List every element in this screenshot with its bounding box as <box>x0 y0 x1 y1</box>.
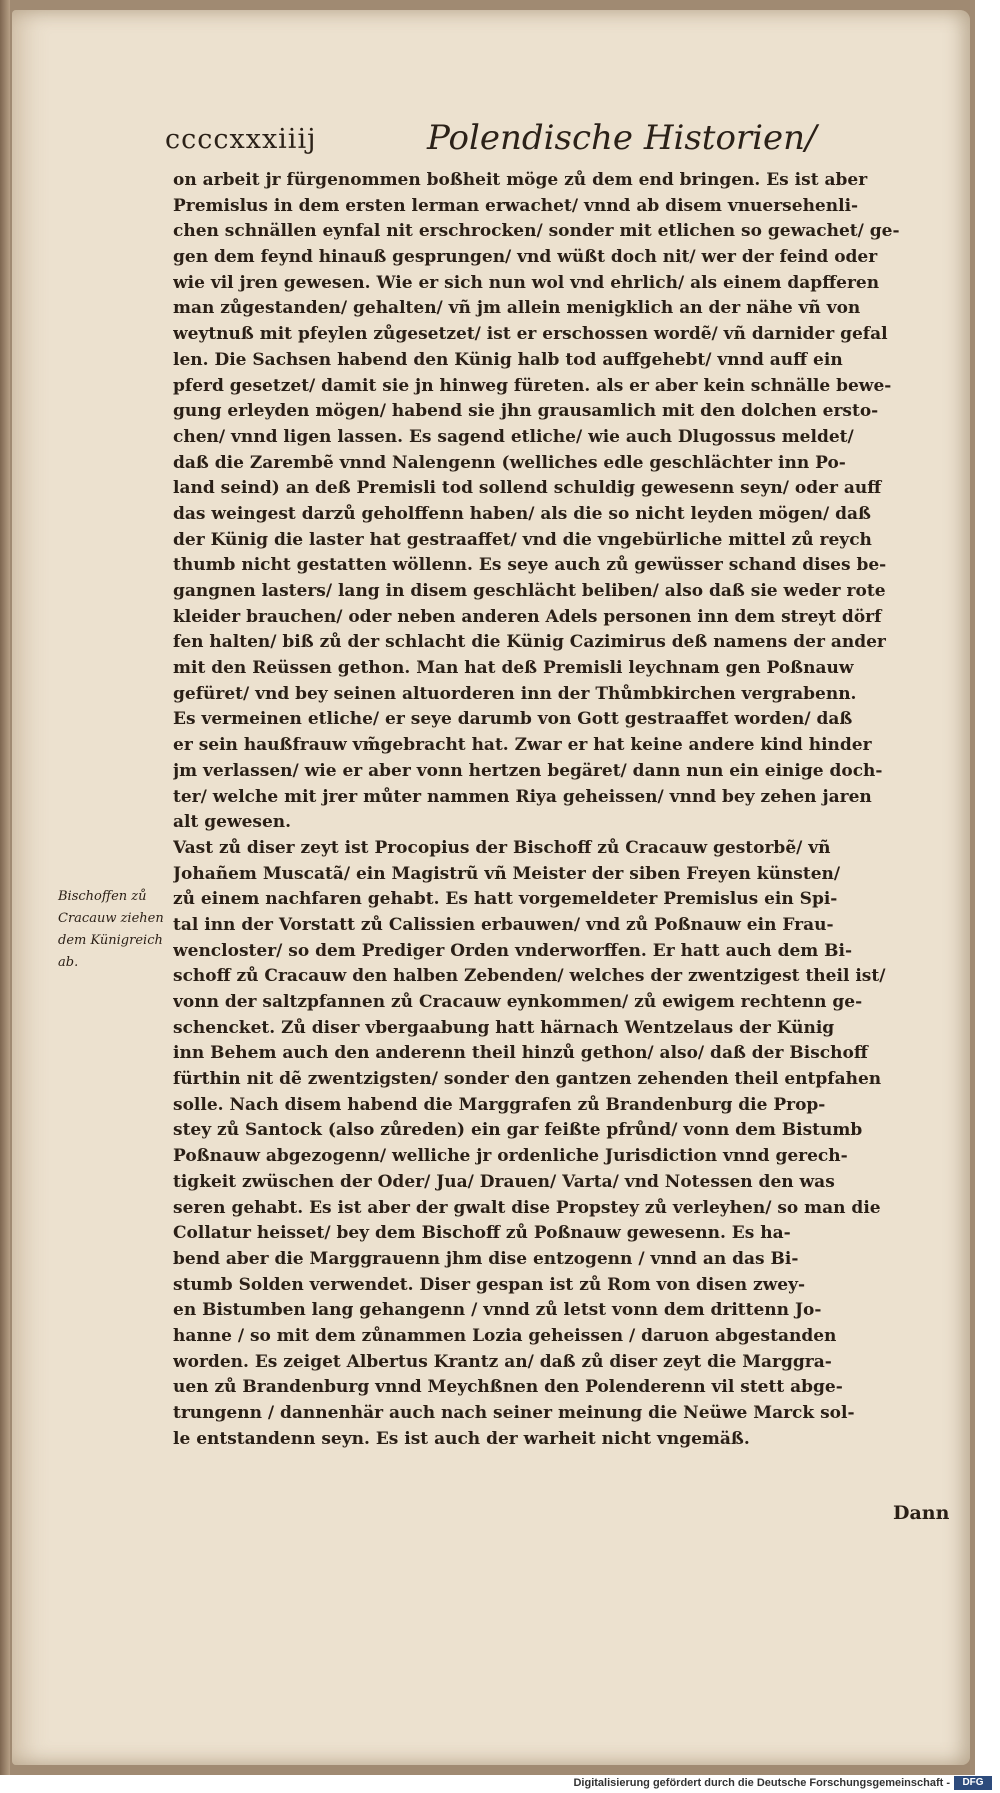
text-line: on arbeit jr fürgenommen boßheit möge zů dem end bringen. Es ist aber <box>173 170 868 190</box>
text-line: fürthin nit dẽ zwentzigsten/ sonder den gantzen zehenden theil entpfahen <box>173 1069 882 1090</box>
running-title: Polendische Historien/ <box>427 118 817 158</box>
margin-note-line: dem Künigreich <box>58 933 163 948</box>
text-line: wencloster/ so dem Prediger Orden vnderworffen. Er hatt auch dem Bi- <box>173 940 853 961</box>
text-line: wie vil jren gewesen. Wie er sich nun wol vnd ehrlich/ als einem dapfferen <box>173 272 880 293</box>
text-line: der Künig die laster hat gestraaffet/ vnd die vngebürliche mittel zů reych <box>173 529 872 550</box>
text-line: schencket. Zů diser vbergaabung hatt härnach Wentzelaus der Künig <box>173 1017 835 1038</box>
text-line: Collatur heisset/ bey dem Bischoff zů Poßnauw gewesenn. Es ha- <box>173 1223 791 1244</box>
text-line: weytnuß mit pfeylen zůgesetzet/ ist er erschossen wordẽ/ vñ darnider gefal <box>173 324 888 345</box>
page-header <box>165 118 945 158</box>
text-line: mit den Reüssen gethon. Man hat deß Premisli leychnam gen Poßnauw <box>173 658 854 679</box>
text-line: thumb nicht gestatten wöllenn. Es seye auch zů gewüsser schand dises be- <box>173 555 887 576</box>
text-line: daß die Zarembẽ vnnd Nalengenn (welliches edle geschlächter inn Po- <box>173 452 846 473</box>
dfg-logo: DFG <box>954 1776 992 1790</box>
text-line: er sein haußfrauw vm̃gebracht hat. Zwar er hat keine andere kind hinder <box>173 735 872 756</box>
text-line: en Bistumben lang gehangenn / vnnd zů letst vonn dem drittenn Jo- <box>173 1300 822 1321</box>
text-line: ter/ welche mit jrer můter nammen Riya geheissen/ vnnd bey zehen jaren <box>173 786 872 807</box>
margin-note <box>58 886 170 974</box>
text-line: hanne / so mit dem zůnammen Lozia geheissen / daruon abgestanden <box>173 1325 837 1346</box>
text-line: fen halten/ biß zů der schlacht die Künig Cazimirus deß namens der ander <box>173 632 886 653</box>
footer-bar <box>0 1775 1000 1793</box>
text-line: uen zů Brandenburg vnnd Meychßnen den Polenderenn vil stett abge- <box>173 1377 843 1398</box>
text-line: gangnen lasters/ lang in disem geschlächt beliben/ also daß sie weder rote <box>173 581 886 601</box>
text-line: trungenn / dannenhär auch nach seiner meinung die Neüwe Marck sol- <box>173 1403 855 1423</box>
page-edge <box>0 0 10 1775</box>
digitization-credit: Digitalisierung gefördert durch die Deutsche Forschungsgemeinschaft - <box>573 1777 950 1789</box>
text-line: le entstandenn seyn. Es ist auch der warheit nicht vngemäß. <box>173 1428 750 1449</box>
text-line: zů einem nachfaren gehabt. Es hatt vorgemeldeter Premislus ein Spi- <box>173 889 838 910</box>
text-line: worden. Es zeiget Albertus Krantz an/ daß zů diser zeyt die Marggra- <box>173 1351 832 1372</box>
text-line: jm verlassen/ wie er aber vonn hertzen begäret/ dann nun ein einige doch- <box>173 760 883 781</box>
text-line: stey zů Santock (also zůreden) ein gar feißte pfrůnd/ vonn dem Bistumb <box>173 1120 863 1141</box>
text-line: pferd gesetzet/ damit sie jn hinweg füreten. als er aber kein schnälle bewe- <box>173 375 892 396</box>
text-line: Vast zů diser zeyt ist Procopius der Bischoff zů Cracauw gestorbẽ/ vñ <box>173 837 831 858</box>
text-line: land seind) an deß Premisli tod sollend schuldig gewesenn seyn/ oder auff <box>173 478 882 499</box>
text-line: bend aber die Marggrauenn jhm dise entzogenn / vnnd an das Bi- <box>173 1248 799 1269</box>
text-line: man zůgestanden/ gehalten/ vñ jm allein menigklich an der nähe vñ von <box>173 298 861 319</box>
text-line: alt gewesen. <box>173 812 292 833</box>
text-line: gen dem feynd hinauß gesprungen/ vnd wüßt doch nit/ wer der feind oder <box>173 247 878 268</box>
margin-note-line: Cracauw ziehen <box>58 911 164 926</box>
catchword: Dann <box>893 1502 950 1524</box>
text-line: tigkeit zwüschen der Oder/ Jua/ Drauen/ Varta/ vnd Notessen den was <box>173 1171 835 1192</box>
text-line: kleider brauchen/ oder neben anderen Adels personen inn dem streyt dörf <box>173 606 882 627</box>
text-line: len. Die Sachsen habend den Künig halb tod auffgehebt/ vnnd auff ein <box>173 349 843 370</box>
text-line: Johañem Muscatã/ ein Magistrũ vñ Meister der siben Freyen künsten/ <box>173 863 841 884</box>
text-line: Premislus in dem ersten lerman erwachet/ vnnd ab disem vnuersehenli- <box>173 195 859 216</box>
text-line: gung erleyden mögen/ habend sie jhn grausamlich mit den dolchen ersto- <box>173 401 879 422</box>
text-line: schoff zů Cracauw den halben Zebenden/ welches der zwentzigest theil ist/ <box>173 966 886 987</box>
folio-number: ccccxxxiiij <box>165 124 317 155</box>
main-text <box>173 168 963 1452</box>
text-line: chen schnällen eynfal nit erschrocken/ sonder mit etlichen so gewachet/ ge- <box>173 221 900 242</box>
text-line: gefüret/ vnd bey seinen altuorderen inn der Thůmbkirchen vergrabenn. <box>173 683 857 704</box>
text-line: Es vermeinen etliche/ er seye darumb von Gott gestraaffet worden/ daß <box>173 709 853 730</box>
text-line: tal inn der Vorstatt zů Calissien erbauwen/ vnd zů Poßnauw ein Frau- <box>173 914 834 935</box>
text-line: solle. Nach disem habend die Marggrafen zů Brandenburg die Prop- <box>173 1094 826 1115</box>
text-line: vonn der saltzpfannen zů Cracauw eynkommen/ zů ewigem rechtenn ge- <box>173 992 863 1012</box>
text-line: Poßnauw abgezogenn/ welliche jr ordenliche Jurisdiction vnnd gerech- <box>173 1146 848 1167</box>
text-line: stumb Solden verwendet. Diser gespan ist zů Rom von disen zwey- <box>173 1274 806 1295</box>
text-line: chen/ vnnd ligen lassen. Es sagend etliche/ wie auch Dlugossus meldet/ <box>173 426 854 447</box>
text-line: seren gehabt. Es ist aber der gwalt dise Propstey zů verleyhen/ so man die <box>173 1197 881 1218</box>
margin-note-line: Bischoffen zů <box>58 889 147 904</box>
text-line: inn Behem auch den anderenn theil hinzů gethon/ also/ daß der Bischoff <box>173 1043 868 1064</box>
margin-note-line: ab. <box>58 955 79 970</box>
text-line: das weingest darzů geholffenn haben/ als die so nicht leyden mögen/ daß <box>173 503 871 524</box>
